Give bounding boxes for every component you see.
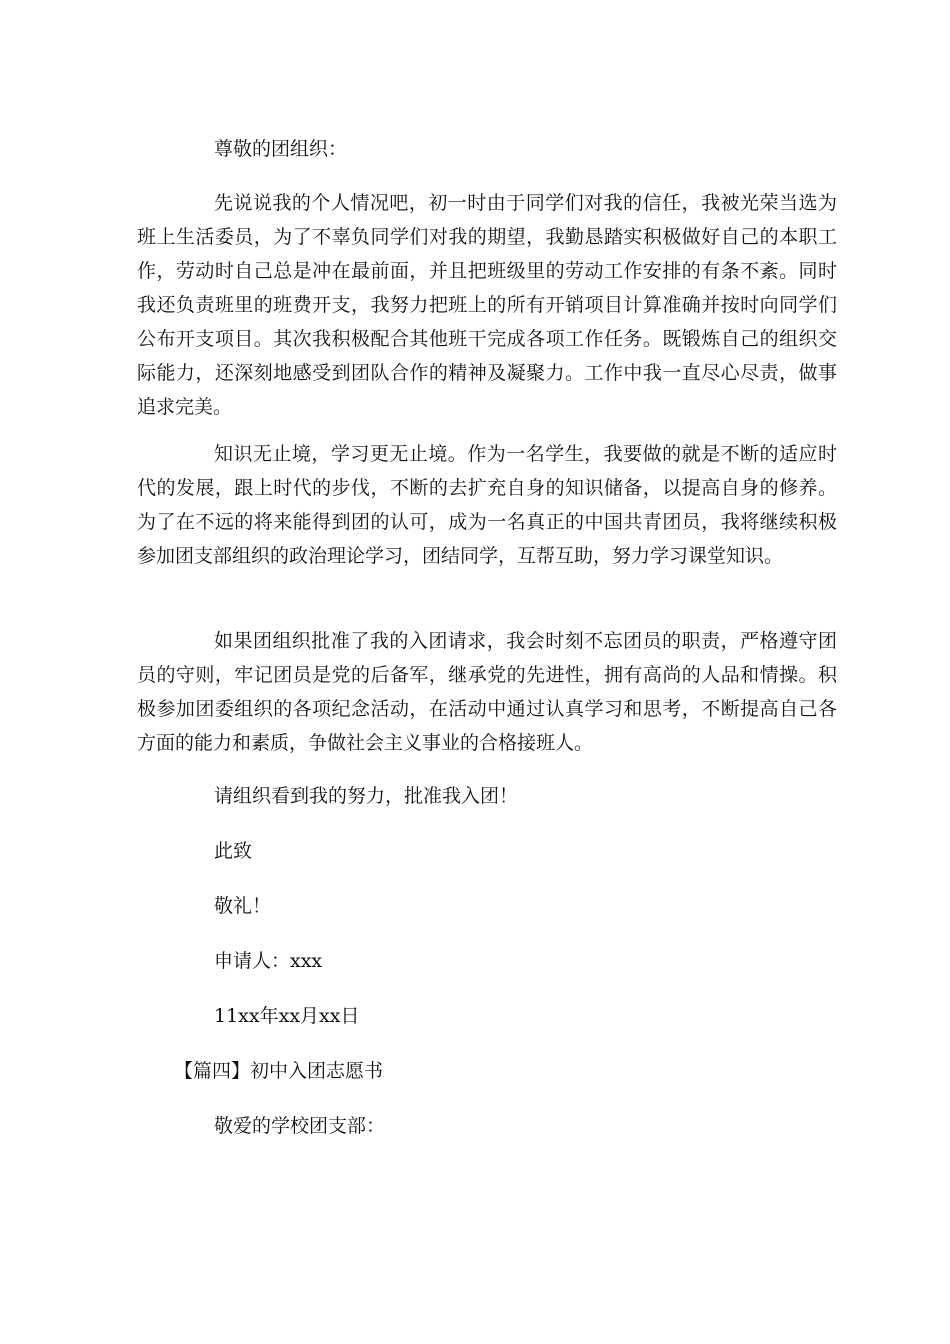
section-heading: 【篇四】初中入团志愿书 xyxy=(174,1060,384,1082)
next-salutation: 敬爱的学校团支部： xyxy=(214,1115,386,1137)
closing-line-1: 此致 xyxy=(214,840,253,862)
closing-line-2: 敬礼！ xyxy=(214,895,272,917)
applicant-line: 申请人：xxx xyxy=(214,950,323,972)
salutation: 尊敬的团组织： xyxy=(214,138,348,160)
date-line: 11xx年xx月xx日 xyxy=(214,1005,360,1027)
request-line: 请组织看到我的努力，批准我入团！ xyxy=(214,785,519,807)
paragraph-commitment: 如果团组织批准了我的入团请求，我会时刻不忘团员的职责，严格遵守团员的守则，牢记团员是党的后备军，继承党的先进性，拥有高尚的人品和情操。积极参加团委组织的各项纪念活动，在活动中通过认真学习和思考，不断提高自己各方面的能力和素质，争做社会主义事业的合格接班人。 xyxy=(137,630,837,754)
paragraph-study: 知识无止境，学习更无止境。作为一名学生，我要做的就是不断的适应时代的发展，跟上时代的步伐，不断的去扩充自身的知识储备，以提高自身的修养。为了在不远的将来能得到团的认可，成为一名真正的中国共青团员，我将继续积极参加团支部组织的政治理论学习，团结同学，互帮互助，努力学习课堂知识。 xyxy=(137,443,837,567)
paragraph-personal-situation: 先说说我的个人情况吧，初一时由于同学们对我的信任，我被光荣当选为班上生活委员，为了不辜负同学们对我的期望，我勤恳踏实积极做好自己的本职工作，劳动时自己总是冲在最前面，并且把班级里的劳动工作安排的有条不紊。同时我还负责班里的班费开支，我努力把班上的所有开销项目计算准确并按时向同学们公布开支项目。其次我积极配合其他班干完成各项工作任务。既锻炼自己的组织交际能力，还深刻地感受到团队合作的精神及凝聚力。工作中我一直尽心尽责，做事追求完美。 xyxy=(137,192,837,418)
